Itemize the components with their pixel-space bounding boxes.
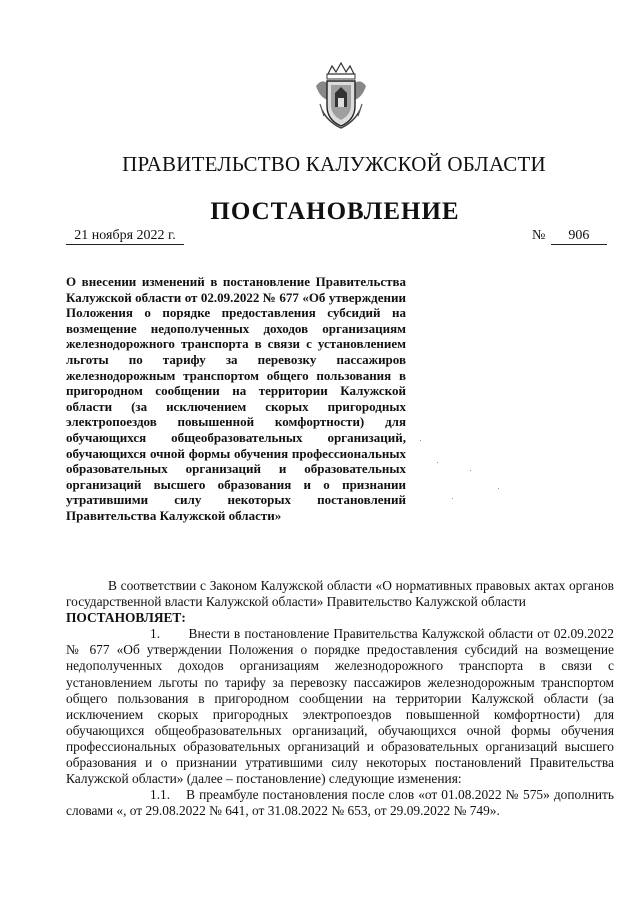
document-type-heading: ПОСТАНОВЛЕНИЕ bbox=[210, 198, 460, 225]
item-1-1-text: В преамбуле постановления после слов «от 01.08.2022 № 575» дополнить словами «, от 29.08.2022 № 641, от 31.08.2022 № 653, от 29.09.2022 № 749». bbox=[66, 787, 614, 819]
preamble-text: В соответствии с Законом Калужской области «О нормативных правовых актах органов государственной власти Калужской области» Правительство Калужской области bbox=[66, 578, 614, 610]
item-1-1-paragraph bbox=[66, 787, 614, 819]
resolves-line bbox=[66, 610, 614, 626]
document-date: 21 ноября 2022 г. bbox=[66, 228, 184, 245]
number-sign: № bbox=[532, 228, 546, 243]
resolves-keyword: ПОСТАНОВЛЯЕТ: bbox=[66, 610, 186, 626]
item-1-text: Внести в постановление Правительства Калужской области от 02.09.2022 № 677 «Об утверждении Положения о порядке предоставления субсидий на возмещение недополученных доходов организациям железнодорожного транспорта в связи с установлением льготы по тарифу за перевозку пассажиров железнодорожным транспортом общего пользования в пригородном сообщении на территории Калужской области (за исключением скорых пригородных электропоездов повышенной комфортности) для обучающихся общеобразовательных организаций, обучающихся очной формы обучения профессиональных образовательных организаций и образовательных организаций высшего образования и о признании утратившими силу некоторых постановлений Правительства Калужской области» (далее – постановление) следующие изменения: bbox=[66, 626, 614, 787]
item-1-1-number: 1.1. bbox=[150, 787, 171, 803]
item-1-number: 1. bbox=[150, 626, 161, 642]
document-body bbox=[66, 578, 614, 819]
document-number: 906 bbox=[551, 228, 607, 245]
document-subject: О внесении изменений в постановление Правительства Калужской области от 02.09.2022 № 677 «Об утверждении Положения о порядке предоставления субсидий на возмещение недополученных доходов организациям железнодорожного транспорта в связи с установлением льготы по тарифу за перевозку пассажиров железнодорожным транспортом общего пользования в пригородном сообщении на территории Калужской области (за исключением скорых пригородных электропоездов повышенной комфортности) для обучающихся общеобразовательных организаций, обучающихся очной формы обучения профессиональных образовательных организаций и образовательных организаций высшего образования и о признании утратившими силу некоторых постановлений Правительства Калужской области» bbox=[66, 274, 406, 523]
preamble-paragraph bbox=[66, 578, 614, 610]
coat-of-arms-emblem bbox=[314, 60, 368, 130]
document-number-block bbox=[532, 228, 607, 245]
item-1-paragraph bbox=[66, 626, 614, 787]
government-title: ПРАВИТЕЛЬСТВО КАЛУЖСКОЙ ОБЛАСТИ bbox=[122, 152, 546, 176]
